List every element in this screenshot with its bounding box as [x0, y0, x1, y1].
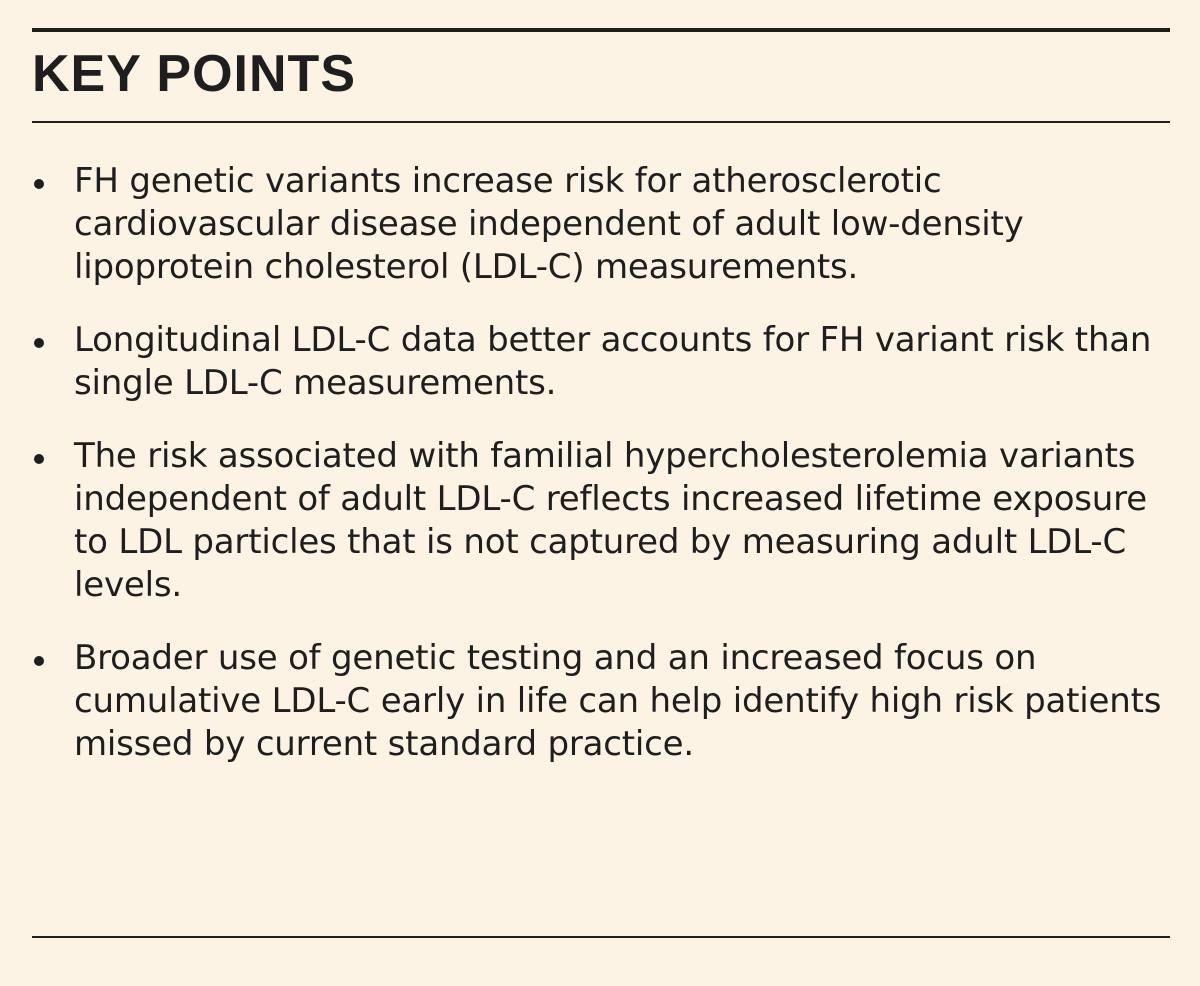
key-point-item — [32, 637, 1172, 766]
bullet-icon — [34, 656, 44, 666]
key-point-text: Longitudinal LDL-C data better accounts for FH variant risk than single LDL-C measurements. — [74, 320, 1152, 403]
bottom-rule — [32, 936, 1170, 938]
key-point-item — [32, 435, 1172, 607]
key-point-text: FH genetic variants increase risk for atherosclerotic cardiovascular disease independent of adult low-density lipoprotein cholesterol (LDL-C) measurements. — [74, 161, 1024, 287]
key-point-item — [32, 160, 1172, 289]
key-points-list — [32, 160, 1172, 796]
bullet-icon — [34, 179, 44, 189]
key-points-heading: KEY POINTS — [32, 45, 357, 103]
heading-rule — [32, 121, 1170, 123]
key-point-text: Broader use of genetic testing and an increased focus on cumulative LDL-C early in life can help identify high risk patients missed by current standard practice. — [74, 638, 1162, 764]
key-point-text: The risk associated with familial hypercholesterolemia variants independent of adult LDL-C reflects increased lifetime exposure to LDL particles that is not captured by measuring adult LDL-C levels. — [74, 436, 1147, 605]
bullet-icon — [34, 338, 44, 348]
key-point-item — [32, 319, 1172, 405]
bullet-icon — [34, 454, 44, 464]
top-rule — [32, 28, 1170, 32]
